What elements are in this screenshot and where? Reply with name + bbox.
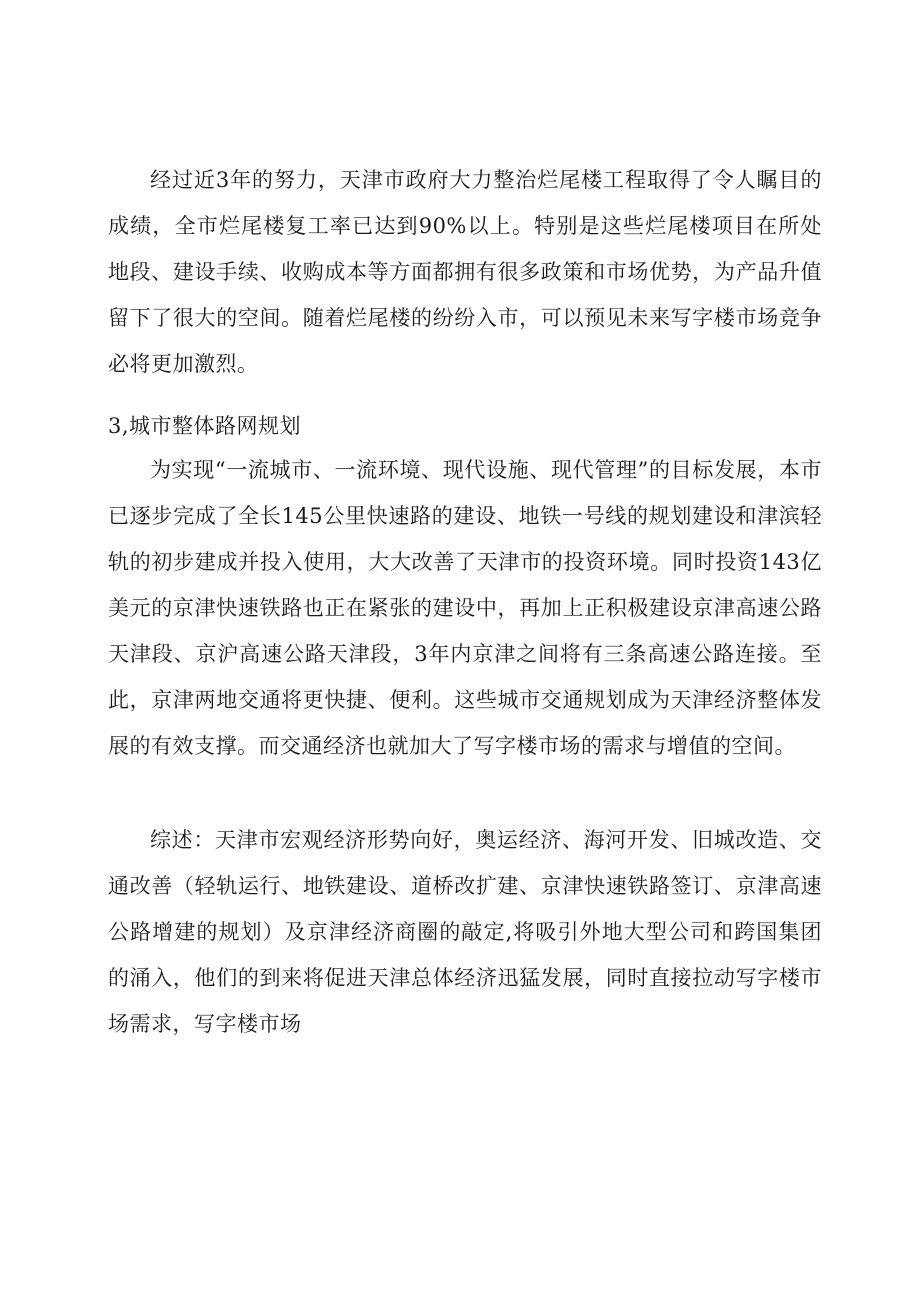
paragraph-block-1	[108, 157, 822, 387]
paragraph-2: 为实现“一流城市、一流环境、现代设施、现代管理”的目标发展，本市已逐步完成了全长145公里快速路的建设、地铁一号线的规划建设和津滨轻轨的初步建成并投入使用，大大改善了天津市的投资环境。同时投资143亿美元的京津快速铁路也正在紧张的建设中，再加上正积极建设京津高速公路天津段、京沪高速公路天津段，3年内京津之间将有三条高速公路连接。至此，京津两地交通将更快捷、便利。这些城市交通规划成为天津经济整体发展的有效支撑。而交通经济也就加大了写字楼市场的需求与增值的空间。	[108, 458, 822, 758]
paragraph-3: 综述：天津市宏观经济形势向好，奥运经济、海河开发、旧城改造、交通改善（轻轨运行、地铁建设、道桥改扩建、京津快速铁路签订、京津高速公路增建的规划）及京津经济商圈的敲定,将吸引外地大型公司和跨国集团的涌入，他们的到来将促进天津总体经济迅猛发展，同时直接拉动写字楼市场需求，写字楼市场	[108, 828, 822, 1036]
paragraph-block-2	[108, 447, 822, 769]
section-heading-block	[108, 403, 822, 449]
section-heading: 3,城市整体路网规划	[108, 414, 302, 438]
paragraph-block-3	[108, 817, 822, 1047]
paragraph-1: 经过近3年的努力，天津市政府大力整治烂尾楼工程取得了令人瞩目的成绩，全市烂尾楼复工率已达到90%以上。特别是这些烂尾楼项目在所处地段、建设手续、收购成本等方面都拥有很多政策和市场优势，为产品升值留下了很大的空间。随着烂尾楼的纷纷入市，可以预见未来写字楼市场竞争必将更加激烈。	[108, 168, 822, 376]
